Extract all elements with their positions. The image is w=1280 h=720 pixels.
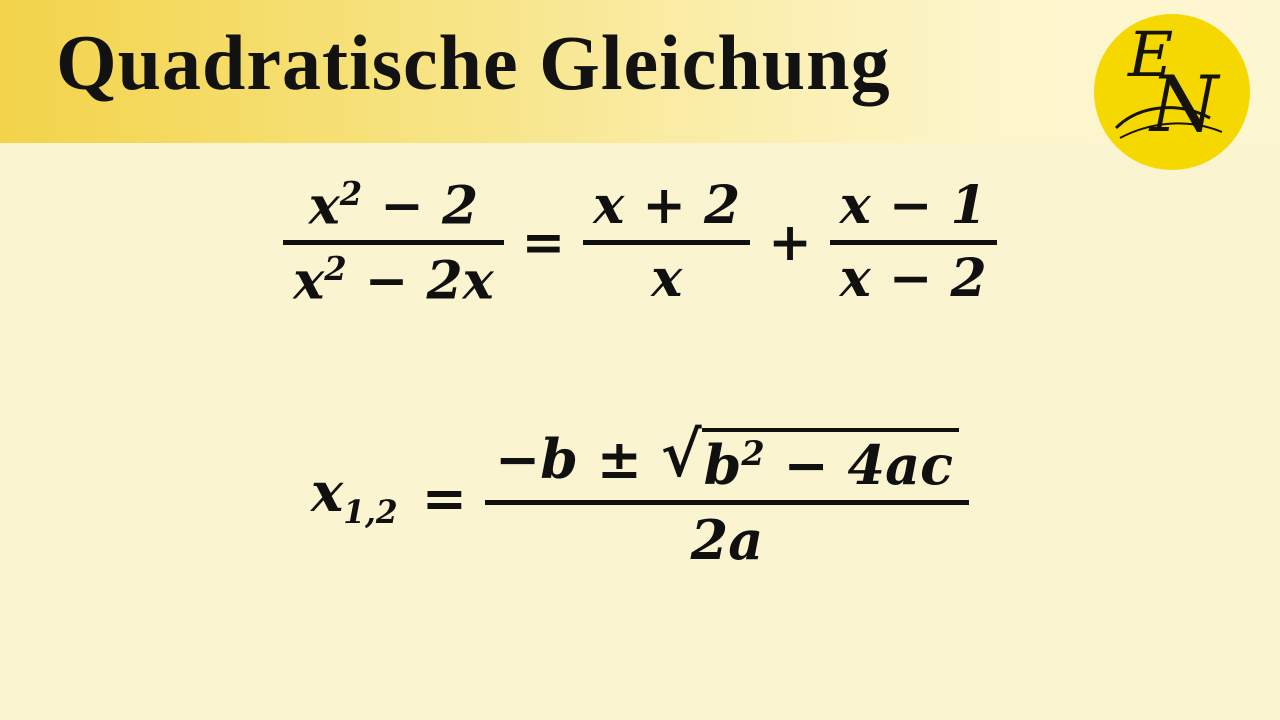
formula-variable: x [311, 460, 344, 525]
header-banner [0, 0, 1280, 150]
rational-equation [0, 175, 1280, 312]
en-monogram-icon [1094, 14, 1250, 170]
denominator-base: x [293, 250, 325, 312]
numerator-base: x [308, 175, 340, 237]
radicand-exponent: 2 [741, 434, 765, 473]
channel-logo [1094, 14, 1250, 170]
fraction-middle-numerator: x + 2 [593, 175, 741, 237]
fraction-left-denominator [283, 250, 503, 312]
formula-subscript: 1,2 [343, 495, 398, 532]
radicand-base: b [703, 433, 742, 497]
logo-swash-icon [1110, 88, 1230, 148]
equals-sign: = [521, 211, 566, 273]
denominator-exponent: 2 [324, 250, 347, 289]
fraction-middle-denominator: x [651, 248, 683, 310]
radical-sign-icon: √ [660, 418, 702, 491]
denominator-rest: − 2x [346, 250, 494, 312]
numerator-rest: − 2 [362, 175, 479, 237]
fraction-left-numerator [299, 175, 488, 237]
fraction-left [283, 175, 503, 312]
fraction-right [830, 175, 997, 310]
radicand-rest: − 4ac [764, 433, 953, 497]
plus-sign: + [768, 211, 812, 273]
formula-fraction [485, 418, 969, 572]
logo-letter-e: E [1128, 18, 1174, 91]
fraction-right-bar [830, 240, 997, 245]
fraction-middle [583, 175, 750, 310]
logo-letter-n: N [1150, 60, 1219, 150]
page-title: Quadratische Gleichung [56, 19, 891, 106]
fraction-right-numerator: x − 1 [839, 175, 987, 237]
quadratic-formula [0, 418, 1280, 572]
numerator-exponent: 2 [339, 175, 363, 213]
fraction-middle-bar [583, 240, 750, 245]
formula-left-side [311, 460, 404, 532]
square-root-group [660, 418, 959, 497]
radicand [702, 428, 959, 497]
fraction-left-bar [283, 240, 503, 245]
formula-equals-sign: = [421, 465, 467, 530]
formula-denominator: 2a [690, 508, 764, 572]
formula-numerator [485, 418, 969, 497]
formula-fraction-bar [485, 500, 969, 505]
fraction-right-denominator: x − 2 [839, 248, 987, 310]
numerator-prefix: −b ± [494, 427, 643, 491]
